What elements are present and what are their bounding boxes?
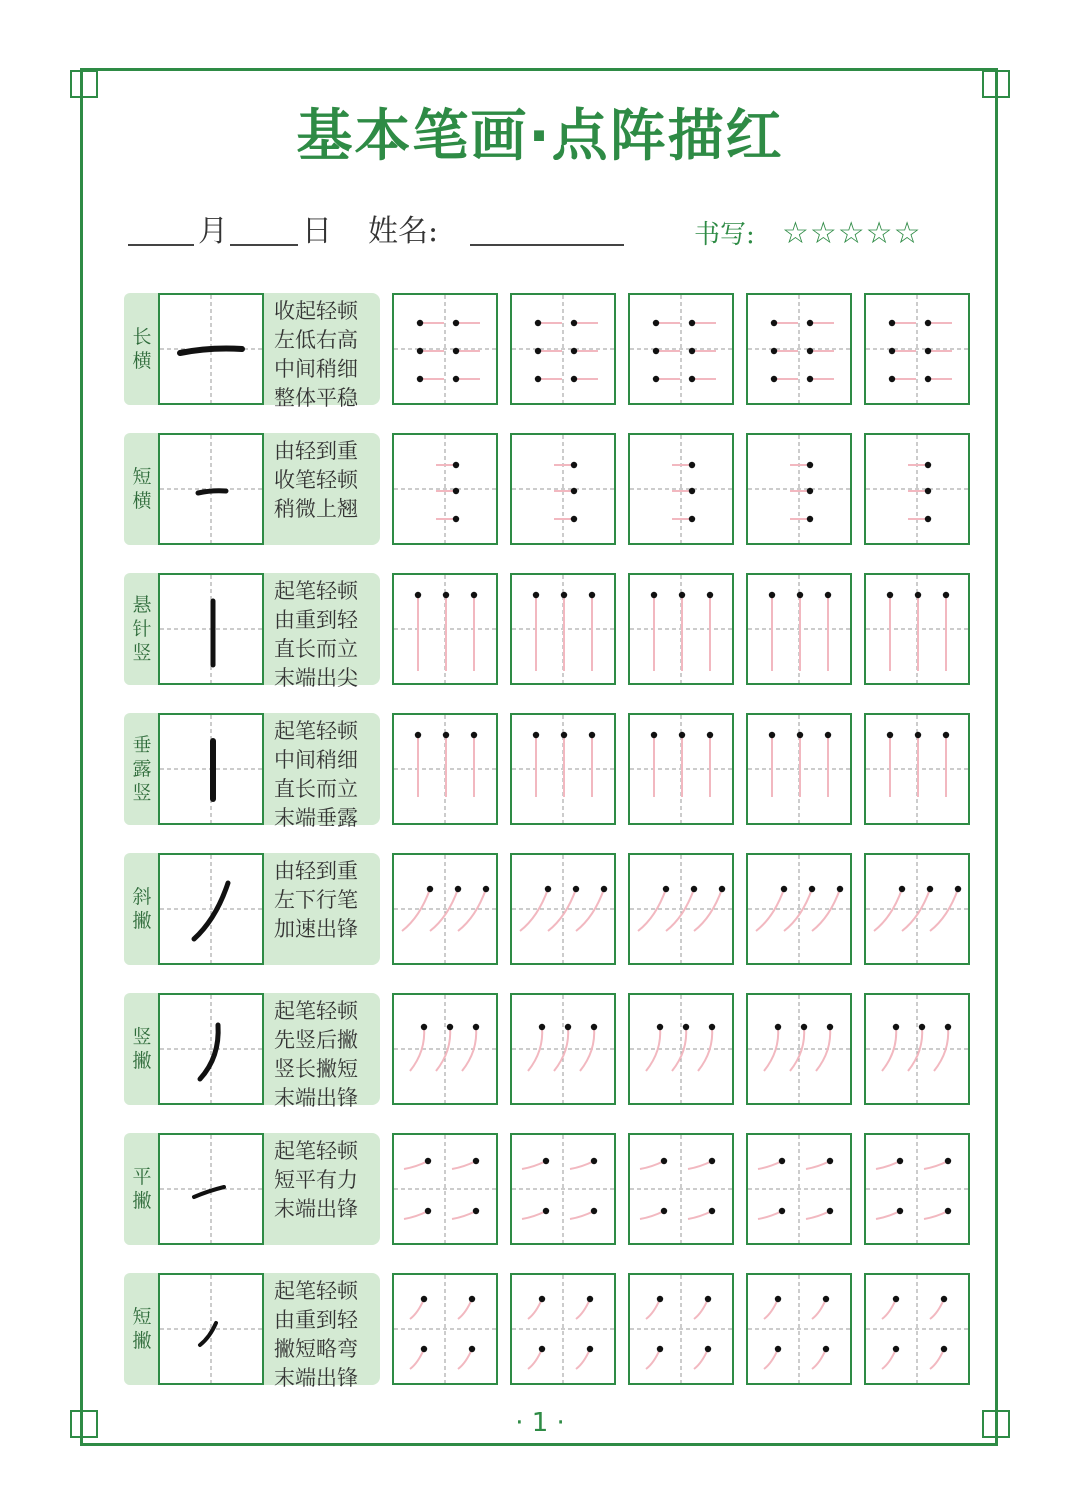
stroke-example-box: [158, 293, 264, 405]
stroke-tip: 中间稍细: [274, 748, 358, 772]
name-label: 姓名:: [368, 214, 439, 249]
stroke-tip: 由轻到重: [274, 439, 358, 463]
tracing-cell[interactable]: [746, 293, 852, 405]
stroke-name: 短 横: [132, 466, 152, 512]
dot-matrix-guide-icon: [866, 855, 972, 967]
stroke-tip: 竖长撇短: [274, 1057, 358, 1081]
dot-matrix-guide-icon: [394, 1275, 500, 1387]
dot-matrix-guide-icon: [630, 575, 736, 687]
dot-matrix-guide-icon: [512, 855, 618, 967]
dot-matrix-guide-icon: [748, 855, 854, 967]
stroke-tip: 起笔轻顿: [274, 999, 358, 1023]
stroke-tip: 左下行笔: [274, 888, 358, 912]
tracing-cell[interactable]: [392, 713, 498, 825]
stroke-example-icon: [160, 295, 266, 407]
stroke-tips-panel: [264, 993, 380, 1110]
tracing-cell[interactable]: [510, 713, 616, 825]
tracing-cell[interactable]: [864, 993, 970, 1105]
dot-matrix-guide-icon: [512, 435, 618, 547]
stroke-row: [124, 993, 970, 1110]
stroke-tip: 起笔轻顿: [274, 1279, 358, 1303]
stroke-example-icon: [160, 995, 266, 1107]
tracing-cell[interactable]: [510, 1273, 616, 1385]
dot-matrix-guide-icon: [748, 435, 854, 547]
stroke-tip: 由重到轻: [274, 608, 358, 632]
stroke-name: 平 撇: [132, 1166, 152, 1212]
stroke-row: [124, 713, 970, 830]
stroke-example-icon: [160, 435, 266, 547]
stroke-example-icon: [160, 1275, 266, 1387]
stroke-row: [124, 1273, 970, 1390]
rating-label: 书写:: [694, 220, 755, 250]
stroke-tip: 收起轻顿: [274, 299, 358, 323]
tracing-cell[interactable]: [746, 853, 852, 965]
stroke-tip: 撇短略弯: [274, 1337, 358, 1361]
stroke-example-box: [158, 853, 264, 965]
tracing-cell[interactable]: [392, 993, 498, 1105]
dot-matrix-guide-icon: [512, 1135, 618, 1247]
tracing-cell[interactable]: [864, 433, 970, 545]
stroke-example-box: [158, 573, 264, 685]
stroke-tip: 末端出锋: [274, 1197, 358, 1221]
stroke-tip: 中间稍细: [274, 357, 358, 381]
stroke-tip: 起笔轻顿: [274, 579, 358, 603]
tracing-cell[interactable]: [392, 293, 498, 405]
tracing-cell[interactable]: [510, 433, 616, 545]
name-blank[interactable]: [470, 244, 624, 246]
stroke-example-box: [158, 1133, 264, 1245]
dot-matrix-guide-icon: [866, 575, 972, 687]
stroke-row: [124, 1133, 970, 1245]
stroke-tip: 末端出锋: [274, 1086, 358, 1110]
stroke-tip: 稍微上翘: [274, 497, 358, 521]
stroke-example-icon: [160, 575, 266, 687]
dot-matrix-guide-icon: [866, 435, 972, 547]
stroke-example-icon: [160, 1135, 266, 1247]
dot-matrix-guide-icon: [748, 715, 854, 827]
dot-matrix-guide-icon: [866, 995, 972, 1107]
tracing-cell[interactable]: [746, 433, 852, 545]
stroke-tips-panel: [264, 573, 380, 690]
dot-matrix-guide-icon: [748, 575, 854, 687]
stroke-name: 短 撇: [132, 1306, 152, 1352]
tracing-cell[interactable]: [746, 1133, 852, 1245]
stroke-tips-panel: [264, 853, 380, 965]
dot-matrix-guide-icon: [630, 715, 736, 827]
dot-matrix-guide-icon: [630, 435, 736, 547]
tracing-cell[interactable]: [864, 1273, 970, 1385]
stroke-example-icon: [160, 715, 266, 827]
stroke-name: 垂 露 竖: [132, 734, 152, 804]
dot-matrix-guide-icon: [394, 855, 500, 967]
dot-matrix-guide-icon: [748, 1275, 854, 1387]
dot-matrix-guide-icon: [394, 715, 500, 827]
stroke-tips-panel: [264, 713, 380, 830]
stroke-example-box: [158, 713, 264, 825]
stroke-tip: 由重到轻: [274, 1308, 358, 1332]
dot-matrix-guide-icon: [630, 1135, 736, 1247]
tracing-cell[interactable]: [746, 993, 852, 1105]
day-label: 日: [302, 214, 332, 249]
page-title: 基本笔画·点阵描红: [296, 104, 784, 169]
tracing-cell[interactable]: [628, 1133, 734, 1245]
stroke-tips-panel: [264, 433, 380, 545]
dot-matrix-guide-icon: [630, 295, 736, 407]
dot-matrix-guide-icon: [748, 1135, 854, 1247]
dot-matrix-guide-icon: [748, 995, 854, 1107]
stroke-example-box: [158, 993, 264, 1105]
tracing-cell[interactable]: [864, 293, 970, 405]
stroke-tips-panel: [264, 293, 380, 410]
month-blank[interactable]: [128, 244, 194, 246]
tracing-cell[interactable]: [746, 713, 852, 825]
day-blank[interactable]: [230, 244, 298, 246]
stroke-tip: 左低右高: [274, 328, 358, 352]
dot-matrix-guide-icon: [512, 995, 618, 1107]
month-label: 月: [198, 214, 228, 249]
tracing-cell[interactable]: [628, 713, 734, 825]
dot-matrix-guide-icon: [630, 995, 736, 1107]
tracing-cell[interactable]: [746, 1273, 852, 1385]
dot-matrix-guide-icon: [866, 1275, 972, 1387]
page-number: · 1 ·: [515, 1408, 565, 1438]
dot-matrix-guide-icon: [512, 295, 618, 407]
tracing-cell[interactable]: [864, 713, 970, 825]
stroke-tip: 直长而立: [274, 777, 358, 801]
stroke-row: [124, 573, 970, 690]
stroke-name: 斜 撇: [132, 886, 152, 932]
stroke-tip: 起笔轻顿: [274, 719, 358, 743]
stroke-name: 悬 针 竖: [132, 594, 152, 664]
dot-matrix-guide-icon: [394, 995, 500, 1107]
dot-matrix-guide-icon: [512, 1275, 618, 1387]
tracing-cell[interactable]: [628, 1273, 734, 1385]
dot-matrix-guide-icon: [512, 715, 618, 827]
dot-matrix-guide-icon: [394, 575, 500, 687]
stroke-tips-panel: [264, 1133, 380, 1245]
dot-matrix-guide-icon: [394, 295, 500, 407]
stroke-tip: 整体平稳: [274, 386, 358, 410]
stroke-example-box: [158, 433, 264, 545]
dot-matrix-guide-icon: [866, 295, 972, 407]
stroke-name: 长 横: [132, 326, 152, 372]
tracing-cell[interactable]: [628, 993, 734, 1105]
stroke-row: [124, 293, 970, 410]
stroke-tip: 先竖后撇: [274, 1028, 358, 1052]
tracing-cell[interactable]: [392, 1133, 498, 1245]
dot-matrix-guide-icon: [748, 295, 854, 407]
dot-matrix-guide-icon: [512, 575, 618, 687]
stroke-tip: 短平有力: [274, 1168, 358, 1192]
tracing-cell[interactable]: [746, 573, 852, 685]
stroke-example-box: [158, 1273, 264, 1385]
tracing-cell[interactable]: [628, 293, 734, 405]
tracing-cell[interactable]: [510, 993, 616, 1105]
dot-matrix-guide-icon: [630, 855, 736, 967]
stroke-row: [124, 853, 970, 965]
tracing-cell[interactable]: [628, 573, 734, 685]
tracing-cell[interactable]: [864, 853, 970, 965]
dot-matrix-guide-icon: [394, 435, 500, 547]
tracing-cell[interactable]: [392, 853, 498, 965]
tracing-cell[interactable]: [864, 573, 970, 685]
tracing-cell[interactable]: [392, 573, 498, 685]
stroke-name: 竖 撇: [132, 1026, 152, 1072]
stroke-tip: 起笔轻顿: [274, 1139, 358, 1163]
tracing-cell[interactable]: [628, 853, 734, 965]
tracing-cell[interactable]: [510, 1133, 616, 1245]
dot-matrix-guide-icon: [394, 1135, 500, 1247]
dot-matrix-guide-icon: [630, 1275, 736, 1387]
dot-matrix-guide-icon: [866, 715, 972, 827]
dot-matrix-guide-icon: [866, 1135, 972, 1247]
tracing-cell[interactable]: [864, 1133, 970, 1245]
stroke-example-icon: [160, 855, 266, 967]
tracing-cell[interactable]: [392, 433, 498, 545]
rating-stars[interactable]: ☆☆☆☆☆: [782, 216, 922, 251]
stroke-tip: 加速出锋: [274, 917, 358, 941]
stroke-row: [124, 433, 970, 545]
tracing-cell[interactable]: [392, 1273, 498, 1385]
stroke-tip: 由轻到重: [274, 859, 358, 883]
stroke-tip: 末端出锋: [274, 1366, 358, 1390]
tracing-cell[interactable]: [510, 853, 616, 965]
tracing-cell[interactable]: [510, 293, 616, 405]
tracing-cell[interactable]: [628, 433, 734, 545]
tracing-cell[interactable]: [510, 573, 616, 685]
stroke-tip: 末端出尖: [274, 666, 358, 690]
stroke-tip: 末端垂露: [274, 806, 358, 830]
stroke-tip: 直长而立: [274, 637, 358, 661]
stroke-tip: 收笔轻顿: [274, 468, 358, 492]
stroke-tips-panel: [264, 1273, 380, 1390]
